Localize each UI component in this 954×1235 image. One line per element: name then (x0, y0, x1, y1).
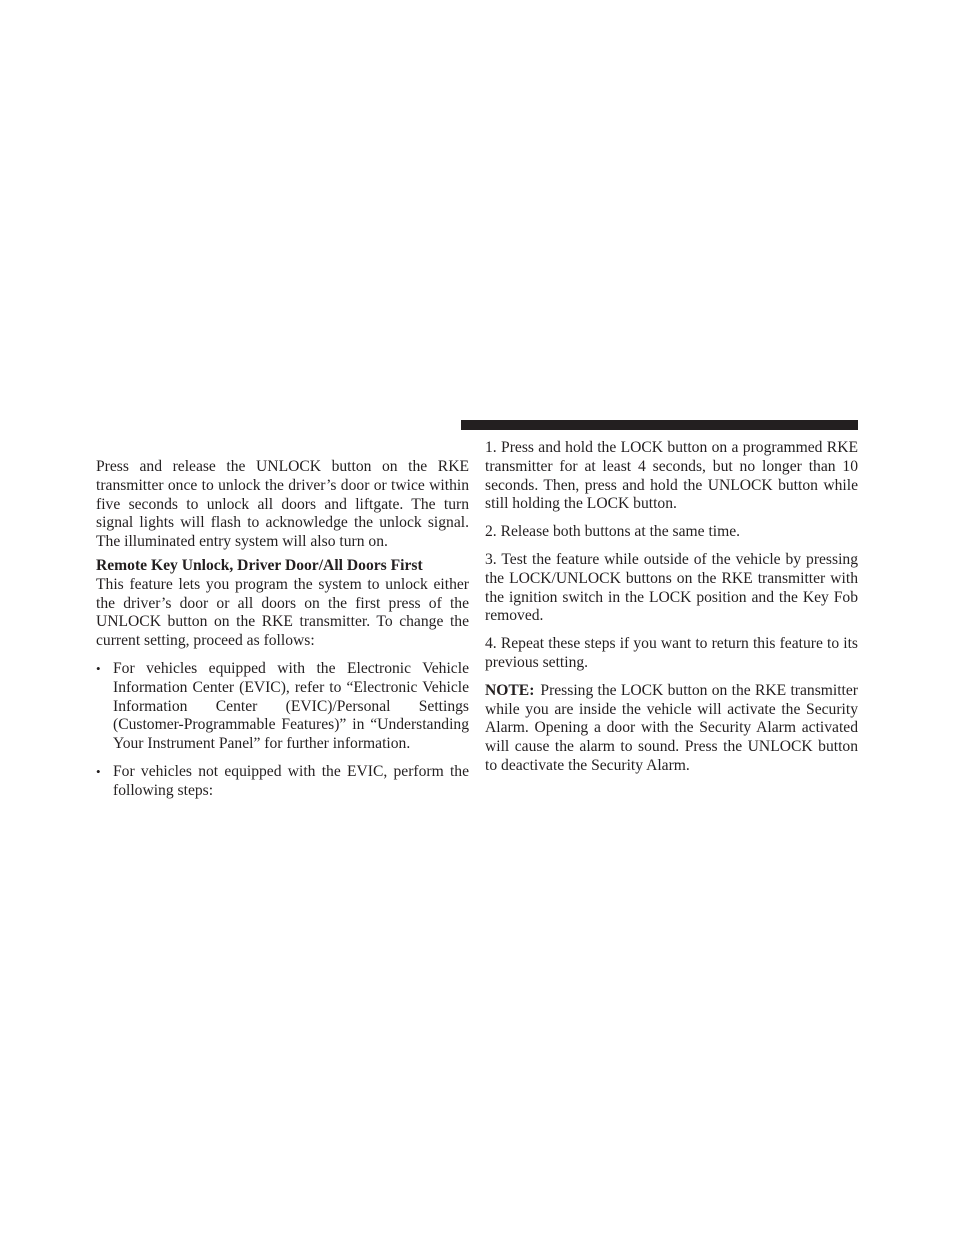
list-item (96, 763, 469, 801)
intro-paragraph: Press and release the UNLOCK button on the RKE transmitter once to unlock the driver’s door or twice within five seconds to unlock all doors and liftgate. The turn signal lights will flash to acknowledge the unlock signal. The illuminated entry system will also turn on. (96, 458, 469, 551)
note-paragraph (485, 682, 858, 776)
bullet-icon: • (96, 660, 101, 676)
list-item-text: For vehicles equipped with the Electronic Vehicle Information Center (EVIC), refer to “Electronic Vehicle Information Center (EVIC)/Personal Settings (Customer-Programmable Features)” in “Understanding Your Instrument Panel” for further information. (113, 659, 469, 753)
list-item-text: For vehicles not equipped with the EVIC, perform the following steps: (113, 762, 469, 799)
step-item: 4. Repeat these steps if you want to return this feature to its previous setting. (485, 635, 858, 671)
step-item: 2. Release both buttons at the same time. (485, 523, 741, 541)
note-text: Pressing the LOCK button on the RKE transmitter while you are inside the vehicle will activate the Security Alarm. Opening a door with the Security Alarm activated will cause the alarm to sound. Press the UNLOCK button to deactivate the Security Alarm. (485, 681, 858, 774)
left-column (96, 458, 469, 801)
bullet-icon: • (96, 763, 101, 779)
step-item: 1. Press and hold the LOCK button on a programmed RKE transmitter for at least 4 seconds, but no longer than 10 seconds. Then, press and hold the UNLOCK button while still holding the LOCK button. (485, 439, 858, 513)
section-header-rule (461, 420, 858, 430)
right-column (485, 439, 858, 776)
section-body: This feature lets you program the system to unlock either the driver’s door or all doors on the first press of the UNLOCK button on the RKE transmitter. To change the current setting, proceed as follows: (96, 575, 469, 650)
step-item: 3. Test the feature while outside of the vehicle by pressing the LOCK/UNLOCK buttons on the RKE transmitter with the ignition switch in the LOCK position and the Key Fob removed. (485, 550, 858, 625)
section-heading: Remote Key Unlock, Driver Door/All Doors First (96, 556, 423, 574)
note-label: NOTE: (485, 681, 535, 699)
list-item (96, 660, 469, 754)
bullet-list (96, 660, 469, 801)
